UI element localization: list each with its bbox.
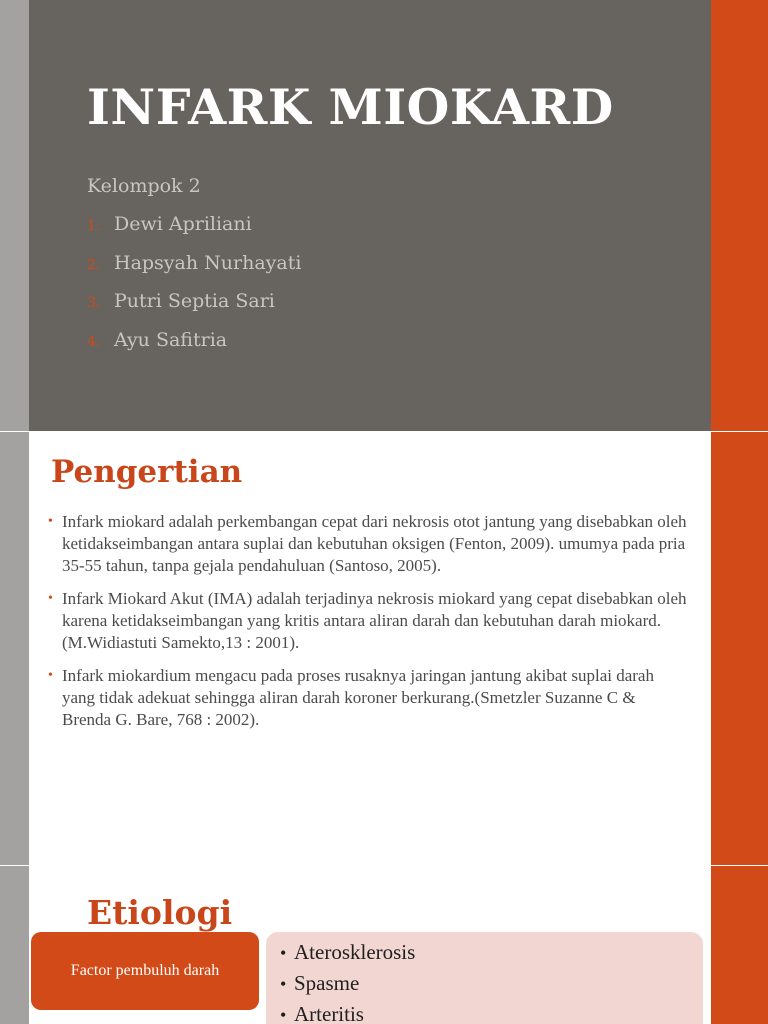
member-name: Dewi Apriliani	[114, 213, 252, 235]
cause-list	[280, 937, 415, 1024]
list-item-text: Spasme	[294, 971, 360, 995]
right-accent-bar	[711, 432, 768, 866]
left-accent-bar	[0, 432, 29, 866]
list-item	[280, 937, 415, 968]
group-label: Kelompok 2	[87, 175, 201, 197]
list-item-text: Arteritis	[294, 1002, 364, 1024]
bullet-icon: •	[280, 943, 287, 963]
list-item	[48, 588, 688, 654]
member-list	[87, 213, 301, 367]
list-item-text: Aterosklerosis	[294, 940, 416, 964]
slide-title	[0, 0, 768, 432]
member-item	[87, 213, 301, 252]
cause-list-box	[266, 932, 703, 1024]
slide-pengertian	[0, 432, 768, 866]
member-name: Ayu Safitria	[114, 328, 228, 351]
member-item	[87, 329, 301, 368]
list-item	[48, 665, 688, 731]
list-item-text: Infark miokard adalah perkembangan cepat dari nekrosis otot jantung yang disebabkan oleh ketidakseimbangan antara suplai dan kebutuhan oksigen (Fenton, 2009). umumya pada pria 35-55 tahun, tanpa gejala pendahuluan (Santoso, 2005).	[62, 512, 687, 575]
slide-etiologi	[0, 866, 768, 1024]
left-accent-bar	[0, 0, 29, 432]
list-item	[48, 511, 688, 577]
bullet-icon: •	[48, 668, 53, 683]
member-name: Putri Septia Sari	[114, 290, 275, 312]
right-accent-bar	[711, 0, 768, 432]
member-item	[87, 290, 301, 329]
member-item	[87, 252, 301, 291]
slide-title-text: INFARK MIOKARD	[87, 78, 614, 136]
bullet-icon: •	[48, 514, 53, 529]
member-number: 4.	[87, 333, 101, 350]
section-heading: Etiologi	[87, 893, 233, 932]
left-accent-bar	[0, 866, 29, 1024]
bullet-icon: •	[280, 1005, 287, 1024]
list-item	[280, 968, 415, 999]
member-number: 1.	[87, 218, 101, 234]
list-item-text: Infark miokardium mengacu pada proses rusaknya jaringan jantung akibat suplai darah yang tidak adekuat sehingga aliran darah koroner berkurang.(Smetzler Suzanne C & Brenda G. Bare, 768 : 2002).	[62, 666, 654, 729]
list-item-text: Infark Miokard Akut (IMA) adalah terjadinya nekrosis miokard yang cepat disebabkan oleh karena ketidakseimbangan yang kritis antara aliran darah dan kebutuhan darah miokard. (M.Widiastuti Samekto,13 : 2001).	[62, 589, 687, 652]
definition-list	[48, 511, 688, 742]
section-heading: Pengertian	[51, 454, 243, 490]
member-number: 3.	[87, 295, 101, 311]
list-item	[280, 999, 415, 1024]
category-box: Factor pembuluh darah	[31, 932, 259, 1010]
right-accent-bar	[711, 866, 768, 1024]
bullet-icon: •	[280, 974, 287, 994]
member-number: 2.	[87, 256, 101, 273]
bullet-icon: •	[48, 591, 53, 606]
member-name: Hapsyah Nurhayati	[114, 251, 302, 274]
